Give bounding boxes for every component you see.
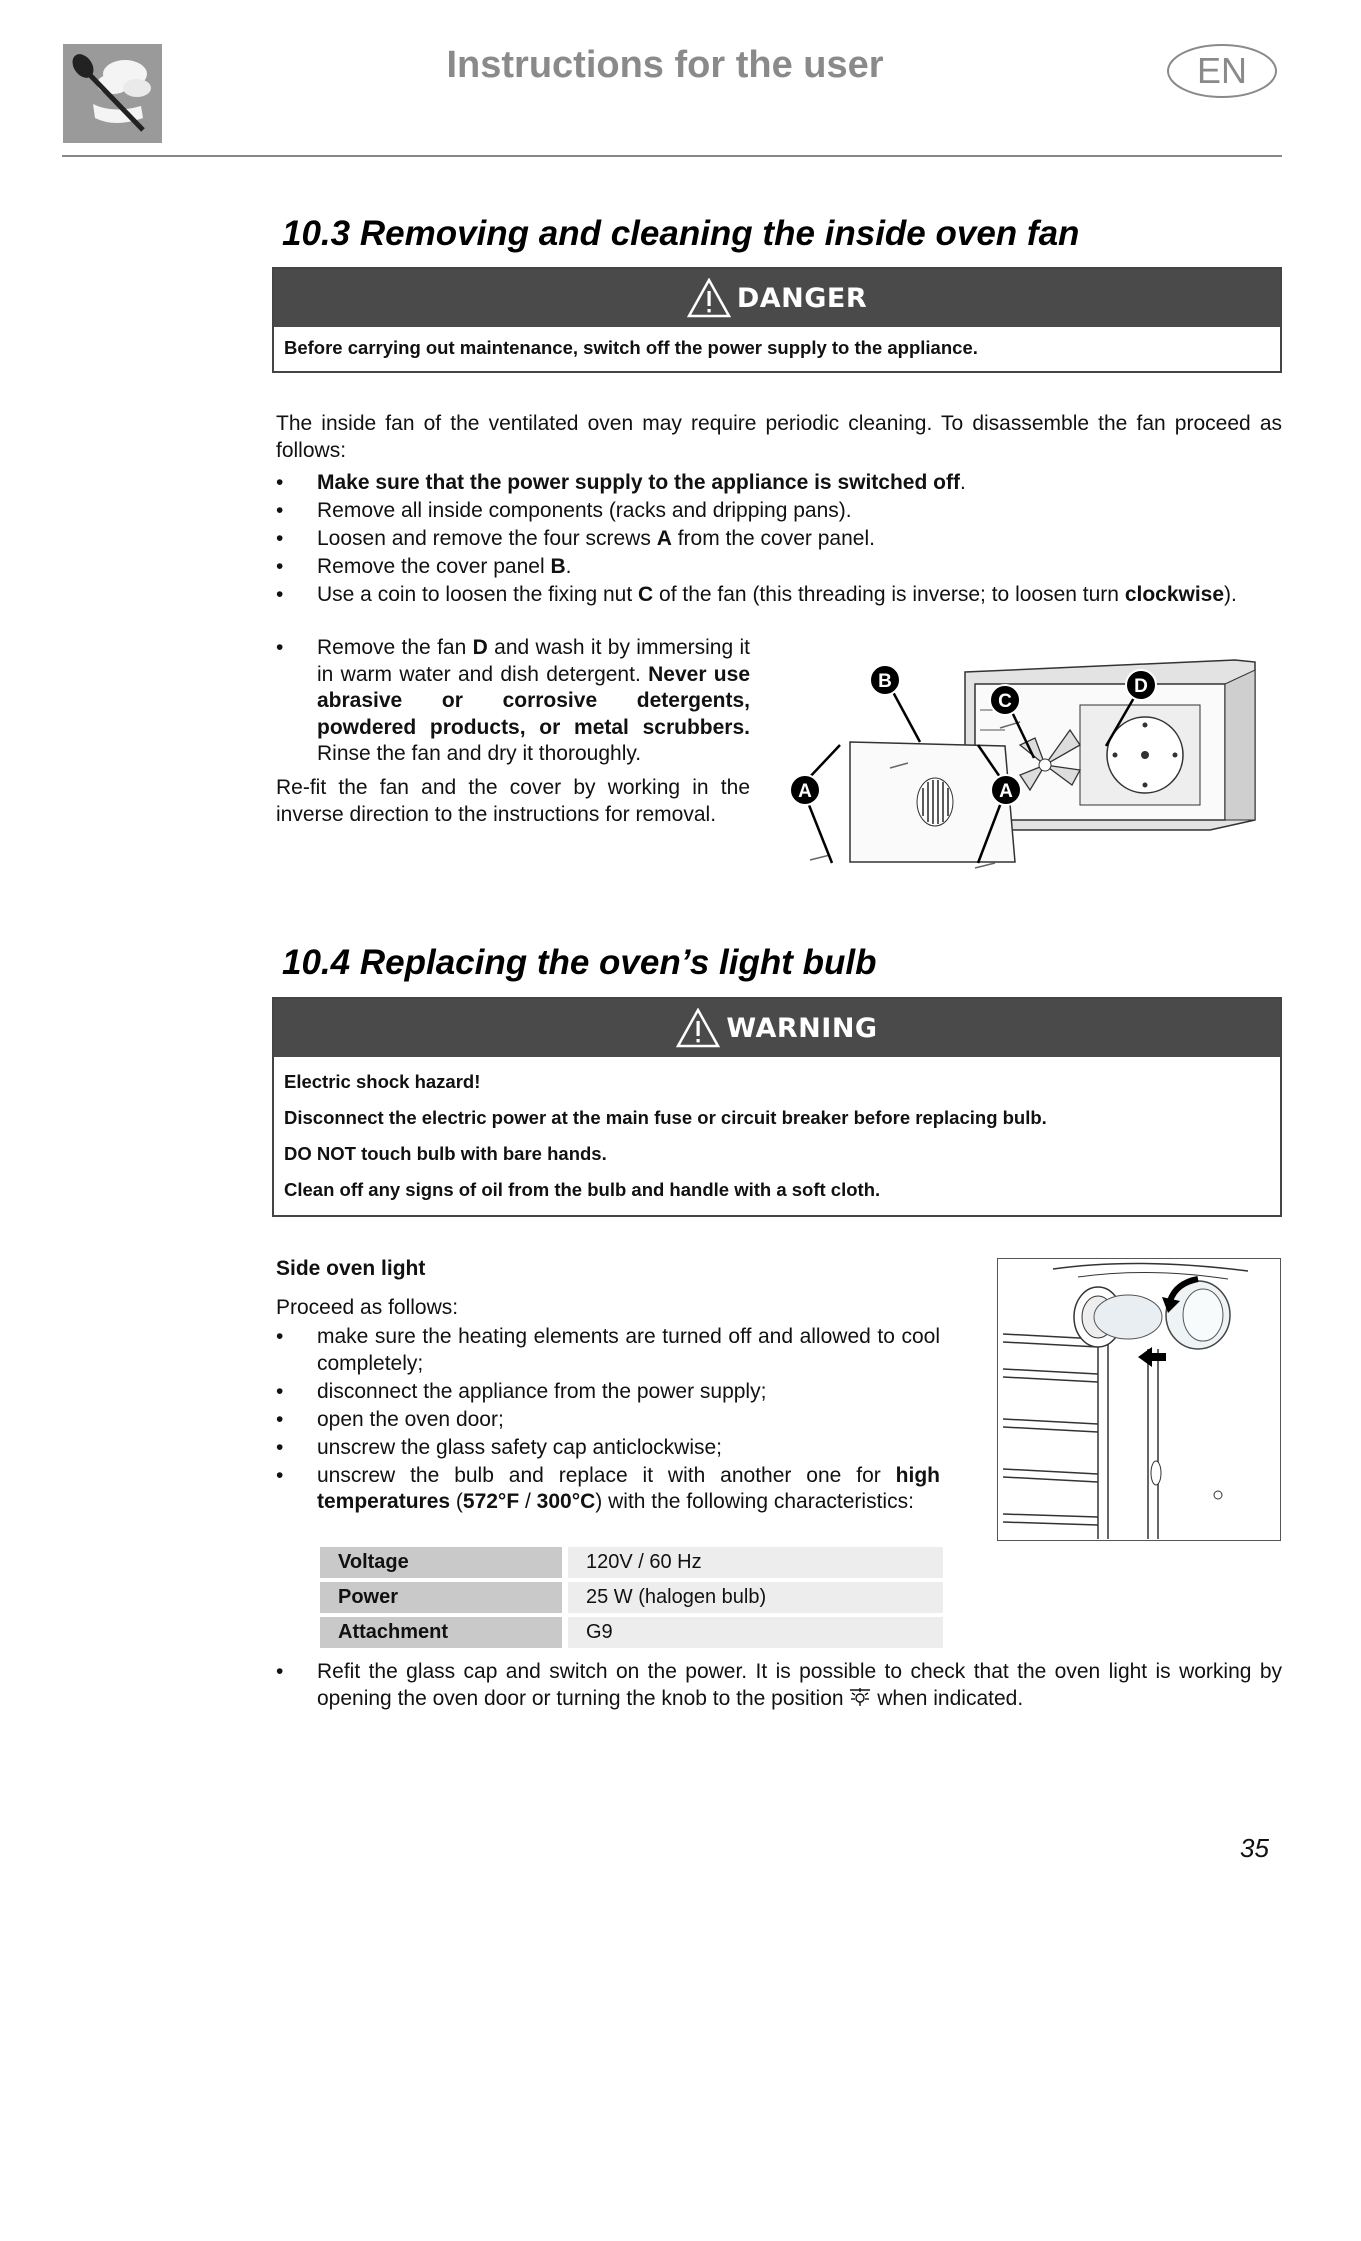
danger-label: DANGER [736, 282, 868, 314]
oven-light-illustration [997, 1258, 1281, 1541]
section-title-10-3: 10.3 Removing and cleaning the inside oven fan [282, 214, 1080, 253]
table-row [320, 1617, 943, 1648]
list-item: • disconnect the appliance from the power supply; [276, 1379, 940, 1406]
list-item: • make sure the heating elements are turned off and allowed to cool completely; [276, 1324, 940, 1377]
danger-text: Before carrying out maintenance, switch off the power supply to the appliance. [284, 337, 978, 358]
spec-value: 120V / 60 Hz [562, 1547, 943, 1578]
figure-label-d: D [1134, 676, 1148, 697]
refit-text: Re-fit the fan and the cover by working in the inverse direction to the instructions for removal. [276, 776, 750, 826]
section-title-10-4: 10.4 Replacing the oven’s light bulb [282, 943, 877, 982]
figure-label-b: B [878, 671, 892, 692]
oven-fan-illustration [780, 650, 1260, 890]
list-item: • unscrew the glass safety cap anticlockwise; [276, 1435, 940, 1462]
figure-label-a-2: A [999, 781, 1013, 802]
spec-key: Attachment [320, 1617, 562, 1648]
page-number: 35 [1240, 1833, 1269, 1863]
warning-line: Disconnect the electric power at the main fuse or circuit breaker before replacing bulb. [284, 1107, 1047, 1128]
warning-line: Clean off any signs of oil from the bulb and handle with a soft cloth. [284, 1179, 881, 1200]
language-code: EN [1196, 50, 1247, 91]
warning-line: Electric shock hazard! [284, 1071, 481, 1092]
list-item: • Use a coin to loosen the fixing nut C of the fan (this threading is inverse; to loosen turn clockwise). [276, 582, 1282, 609]
figure-label-c: C [998, 691, 1012, 712]
figure-label-a: A [798, 781, 812, 802]
list-item: • Refit the glass cap and switch on the power. It is possible to check that the oven light is working by opening the oven door or turning the knob to the position when indicated. [276, 1659, 1282, 1712]
side-light-subtitle: Side oven light [276, 1257, 426, 1280]
final-step-list [276, 1659, 1282, 1714]
danger-header [274, 269, 1280, 327]
spec-value: 25 W (halogen bulb) [562, 1582, 943, 1613]
list-item: • Loosen and remove the four screws A from the cover panel. [276, 526, 1282, 553]
spec-key: Power [320, 1582, 562, 1613]
warning-box [272, 997, 1282, 1217]
list-item: • Remove all inside components (racks and dripping pans). [276, 498, 1282, 525]
list-item: • Remove the fan D and wash it by immersing it in warm water and dish detergent. Never use abrasive or corrosive detergents, powdered products, or metal scrubbers. Rinse the fan and dry it thoroughly. [276, 635, 750, 768]
warning-header [274, 999, 1280, 1057]
header-title: Instructions for the user [446, 44, 884, 86]
list-item: • open the oven door; [276, 1407, 940, 1434]
list-item: • Make sure that the power supply to the appliance is switched off. [276, 470, 1282, 497]
table-row [320, 1547, 943, 1578]
proceed-text: Proceed as follows: [276, 1296, 459, 1319]
bulb-steps-list [276, 1324, 940, 1517]
danger-box [272, 267, 1282, 373]
fan-intro: The inside fan of the ventilated oven may require periodic cleaning. To disassemble the fan proceed as follows: [276, 412, 1282, 462]
fan-steps-list [276, 470, 1282, 610]
header-divider [62, 155, 1282, 157]
language-badge [1166, 42, 1278, 100]
list-item: • unscrew the bulb and replace it with another one for high temperatures (572°F / 300°C) with the following characteristics: [276, 1463, 940, 1516]
list-item: • Remove the cover panel B. [276, 554, 1282, 581]
oven-light-icon [849, 1687, 871, 1707]
spec-value: G9 [562, 1617, 943, 1648]
warning-triangle-icon [687, 278, 731, 318]
warning-label: WARNING [726, 1012, 878, 1044]
fan-steps-list-cont [276, 635, 750, 769]
spec-key: Voltage [320, 1547, 562, 1578]
bulb-spec-table [320, 1543, 943, 1652]
table-row [320, 1582, 943, 1613]
warning-triangle-icon [676, 1008, 720, 1048]
warning-line: DO NOT touch bulb with bare hands. [284, 1143, 607, 1164]
